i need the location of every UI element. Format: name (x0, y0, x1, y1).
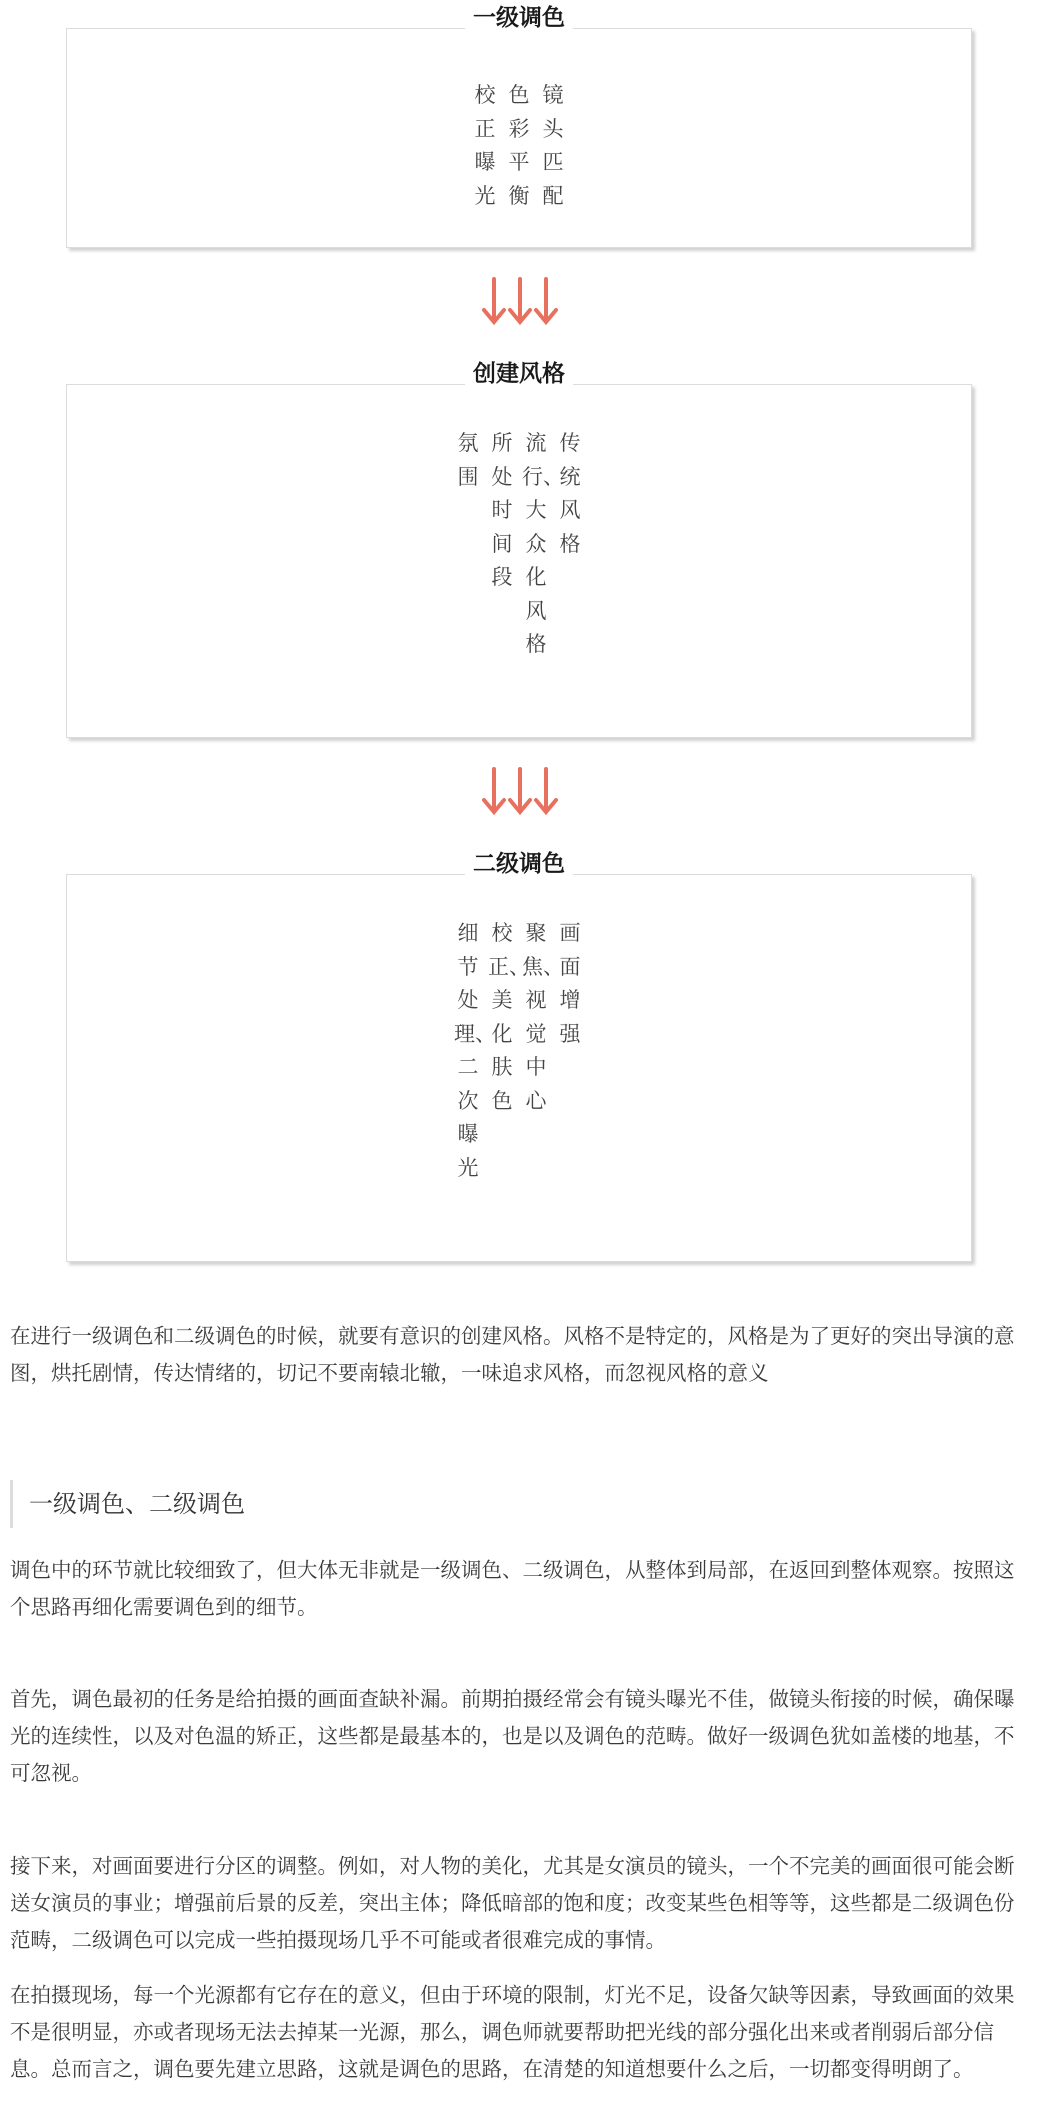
triple-down-arrow-icon (480, 276, 560, 326)
intro-paragraph: 在进行一级调色和二级调色的时候，就要有意识的创建风格。风格不是特定的，风格是为了更好的突出导演的意图，烘托剧情，传达情绪的，切记不要南辕北辙，一味追求风格，而忽视风格的意义 (10, 1324, 1015, 1385)
box-column: 传统风格 (559, 431, 581, 556)
body-paragraph: 调色中的环节就比较细致了，但大体无非就是一级调色、二级调色，从整体到局部，在返回到整体观察。按照这个思路再细化需要调色到的细节。 (10, 1558, 1015, 1619)
section-heading: 一级调色、二级调色 (10, 1480, 245, 1528)
box-column: 聚焦、视觉中心 (522, 921, 564, 1113)
box-column: 镜头匹配 (542, 83, 564, 208)
box-title: 二级调色 (465, 853, 573, 876)
box-title: 创建风格 (465, 363, 573, 386)
triple-down-arrow-icon (480, 766, 560, 816)
box-column: 校正、美化肤色 (488, 921, 530, 1113)
box-title: 一级调色 (465, 7, 573, 30)
flow-box-primary-grading (66, 5, 972, 248)
box-column: 氛围 (457, 431, 479, 489)
down-arrows-icon (0, 276, 1039, 330)
down-arrows-icon (0, 766, 1039, 820)
box-column: 校正曝光 (474, 83, 496, 208)
body-paragraph: 首先，调色最初的任务是给拍摄的画面查缺补漏。前期拍摄经常会有镜头曝光不佳，做镜头衔接的时候，确保曝光的连续性，以及对色温的矫正，这些都是最基本的，也是以及调色的范畴。做好一级调色犹如盖楼的地基，不可忽视。 (10, 1687, 1015, 1785)
flow-box-create-style (66, 361, 972, 738)
box-columns (67, 917, 971, 1185)
box-columns (67, 427, 971, 662)
box-column: 画面增强 (559, 921, 581, 1046)
flow-box-secondary-grading (66, 851, 972, 1262)
box-column: 流行、大众化风格 (522, 431, 564, 656)
box-columns (67, 79, 971, 213)
box-column: 色彩平衡 (508, 83, 530, 208)
box-column: 所处时间段 (491, 431, 513, 589)
body-paragraph: 接下来，对画面要进行分区的调整。例如，对人物的美化，尤其是女演员的镜头，一个不完美的画面很可能会断送女演员的事业；增强前后景的反差，突出主体；降低暗部的饱和度；改变某些色相等等，这些都是二级调色份范畴，二级调色可以完成一些拍摄现场几乎不可能或者很难完成的事情。 (10, 1854, 1015, 1952)
box-column: 细节处理、二次曝光 (454, 921, 496, 1180)
body-paragraph: 在拍摄现场，每一个光源都有它存在的意义，但由于环境的限制，灯光不足，设备欠缺等因素，导致画面的效果不是很明显，亦或者现场无法去掉某一光源，那么，调色师就要帮助把光线的部分强化出来或者削弱后部分信息。总而言之，调色要先建立思路，这就是调色的思路，在清楚的知道想要什么之后，一切都变得明朗了。 (10, 1983, 1015, 2081)
